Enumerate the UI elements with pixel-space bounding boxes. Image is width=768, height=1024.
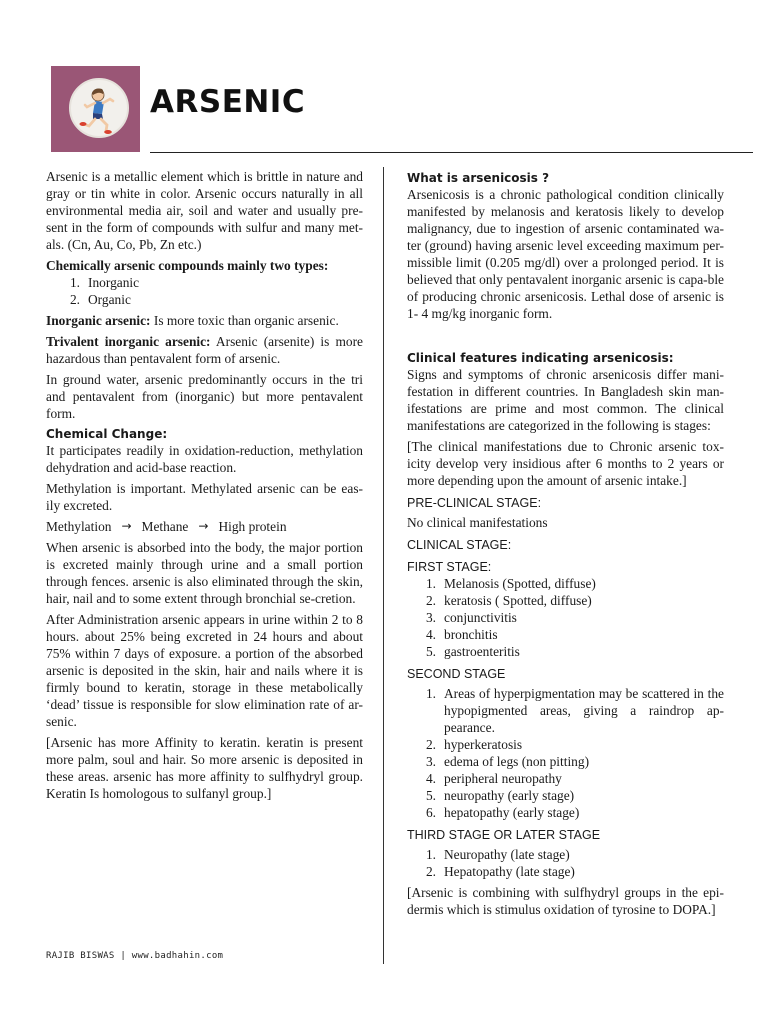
list-item: 3. conjunctivitis — [425, 610, 517, 625]
administration-paragraph: After Administration arsenic appears in urine within 2 to 8 hours. about 25% being excreted in 24 hours and about 75% within 7 days of exposure. a portion of the absorbed arsenic is deposited in the skin, hair and nails where it is firmly bound to keratin, storage in these metabolically ‘dead’ tissue is responsible for slow elimination rate of ar-senic. — [46, 612, 363, 729]
trivalent-paragraph: Trivalent inorganic arsenic: Arsenic (arsenite) is more hazardous than pentavalent form of arsenic. — [46, 334, 364, 366]
chemical-change-paragraph: It participates readily in oxidation-reduction, methylation dehydration and acid-base reaction. — [46, 443, 363, 475]
what-is-arsenicosis-heading: What is arsenicosis ? — [407, 171, 550, 185]
list-item: 2. Hepatopathy (late stage) — [425, 864, 575, 879]
list-item: 4. bronchitis — [425, 627, 498, 642]
what-is-arsenicosis-paragraph: Arsenicosis is a chronic pathological condition clinically manifested by melanosis and keratosis likely to develop malignancy, due to ingestion of arsenic contaminated wa-ter (ground) having arsenic level exceeding maximum per-missible limit (0.205 mg/dl) over a prolonged period. It is believed that only pentavalent inorganic arsenic is capa-ble of producing chronic arsenicosis. Lethal dose of arsenic is 1- 4 mg/kg inorganic form. — [407, 187, 724, 321]
clinical-features-paragraph: Signs and symptoms of chronic arsenicosis differ mani-festation in different countries. In Bangladesh skin man-ifestations are prime and most common. The clinical manifestations are categorized in the following is stages: — [407, 367, 724, 433]
title-divider — [150, 152, 753, 153]
flow-step: Methylation — [46, 519, 112, 534]
trivalent-label: Trivalent inorganic arsenic: — [46, 334, 211, 349]
flow-step: Methane — [141, 519, 189, 534]
methylation-flow — [46, 518, 363, 535]
types-heading: Chemically arsenic compounds mainly two types: — [46, 258, 329, 273]
list-item: 2. keratosis ( Spotted, diffuse) — [425, 593, 592, 608]
left-column — [46, 168, 363, 806]
header-accent-block — [51, 66, 140, 152]
page-footer: RAJIB BISWAS | www.badhahin.com — [46, 951, 224, 961]
list-item: 1. Inorganic — [69, 275, 140, 290]
first-stage-label: FIRST STAGE: — [407, 560, 492, 574]
list-item: 5. gastroenteritis — [425, 644, 520, 659]
arrow-right-icon: → — [121, 519, 132, 533]
second-stage-list — [422, 685, 724, 821]
list-item: 1. Neuropathy (late stage) — [425, 847, 570, 862]
clinical-note: [The clinical manifestations due to Chronic arsenic tox-icity develop very insidious after 6 months to 2 years or more depending upon the amount of arsenic intake.] — [407, 439, 724, 488]
list-item: 1. Areas of hyperpigmentation may be scattered in the hypopigmented areas, giving a raindrop ap-pearance. — [425, 686, 724, 735]
closing-note: [Arsenic is combining with sulfhydryl groups in the epi-dermis which is stimulus oxidation of tyrosine to DOPA.] — [407, 885, 724, 917]
preclinical-stage-label: PRE-CLINICAL STAGE: — [407, 496, 542, 510]
clinical-features-heading: Clinical features indicating arsenicosis: — [407, 351, 674, 365]
column-divider — [383, 167, 384, 964]
arrow-right-icon: → — [198, 519, 209, 533]
running-person-icon — [69, 78, 129, 138]
first-stage-list — [422, 575, 724, 660]
chemical-change-heading: Chemical Change: — [46, 427, 168, 441]
preclinical-text: No clinical manifestations — [407, 515, 548, 530]
flow-step: High protein — [218, 519, 287, 534]
clinical-stage-label: CLINICAL STAGE: — [407, 538, 512, 552]
list-item: 4. peripheral neuropathy — [425, 771, 562, 786]
list-item: 3. edema of legs (non pitting) — [425, 754, 590, 769]
list-item: 1. Melanosis (Spotted, diffuse) — [425, 576, 596, 591]
list-item: 2. Organic — [69, 292, 131, 307]
groundwater-paragraph: In ground water, arsenic predominantly occurs in the tri and pentavalent from (inorganic) but more pentavalent form. — [46, 372, 363, 421]
second-stage-label: SECOND STAGE — [407, 667, 506, 681]
list-item: 6. hepatopathy (early stage) — [425, 805, 580, 820]
inorganic-paragraph: Inorganic arsenic: Is more toxic than organic arsenic. — [46, 313, 339, 328]
keratin-note: [Arsenic has more Affinity to keratin. keratin is present more palm, soul and hair. So more arsenic is deposited in these areas. arsenic has more affinity to sulfhydryl group. Keratin Is homologous to sulfanyl group.] — [46, 735, 363, 801]
third-stage-list — [422, 846, 724, 880]
list-item: 2. hyperkeratosis — [425, 737, 523, 752]
absorption-paragraph: When arsenic is absorbed into the body, the major portion is excreted mainly through urine and a small portion through fences. arsenic is also eliminated through the skin, hair, nail and to some extent through bronchial se-cretion. — [46, 540, 363, 606]
inorganic-label: Inorganic arsenic: — [46, 313, 151, 328]
page-title: ARSENIC — [150, 84, 306, 120]
list-item: 5. neuropathy (early stage) — [425, 788, 575, 803]
third-stage-label: THIRD STAGE OR LATER STAGE — [407, 828, 601, 842]
right-column — [407, 168, 724, 922]
types-list — [66, 274, 363, 308]
intro-paragraph: Arsenic is a metallic element which is brittle in nature and gray or tin white in color. Arsenic occurs naturally in all environmental media air, soil and water and usually pre-sent in the form of compounds with sulfur and many met-als. (Cn, Au, Co, Pb, Zn etc.) — [46, 169, 363, 252]
methylation-paragraph: Methylation is important. Methylated arsenic can be eas-ily excreted. — [46, 481, 363, 513]
